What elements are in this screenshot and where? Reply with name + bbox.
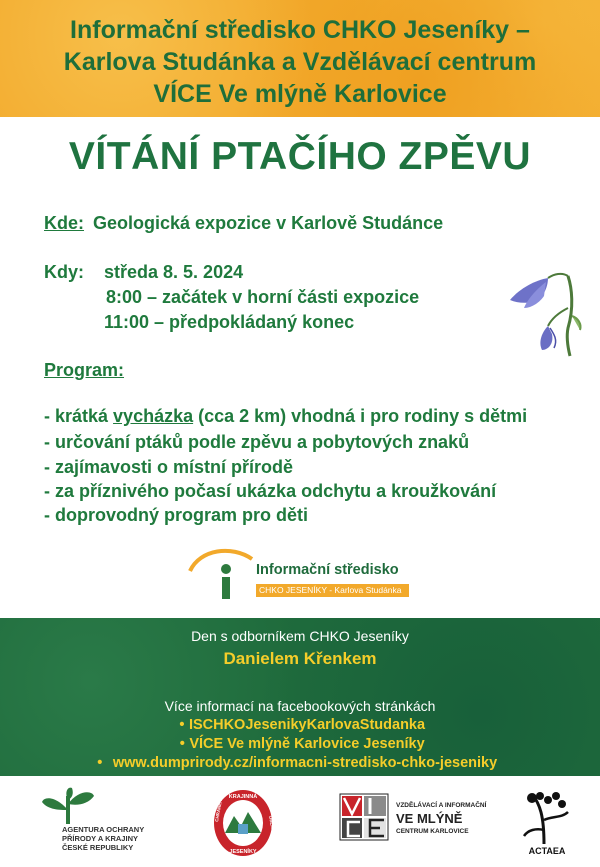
- header-line-1: Informační středisko CHKO Jeseníky –: [70, 16, 530, 44]
- bellflower-illustration: [502, 268, 584, 358]
- program-label: Program:: [44, 360, 125, 380]
- vice-small-1: VZDĚLÁVACÍ A INFORMAČNÍ: [396, 802, 487, 809]
- bullet-2: •: [179, 736, 185, 752]
- website-link[interactable]: [0, 755, 592, 771]
- program-item-2: - určování ptáků podle zpěvu a pobytových znaků: [44, 432, 470, 452]
- facebook-link-2-text[interactable]: VÍCE Ve mlýně Karlovice Jeseníky: [189, 736, 425, 752]
- aopk-line-2: PŘÍRODY A KRAJINY: [62, 834, 138, 843]
- facebook-link-1[interactable]: [0, 717, 600, 733]
- page-title: VÍTÁNÍ PTAČÍHO ZPĚVU: [68, 135, 532, 178]
- expert-intro: Den s odborníkem CHKO Jeseníky: [191, 628, 409, 644]
- chko-badge-icon: [212, 788, 277, 858]
- aopk-line-1: AGENTURA OCHRANY: [62, 825, 145, 834]
- vice-small-2: CENTRUM KARLOVICE: [396, 828, 469, 835]
- when-label: Kdy:: [44, 262, 84, 282]
- leaf-icon: [38, 786, 98, 826]
- vice-logo: [340, 794, 487, 844]
- aopk-line-3: ČESKÉ REPUBLIKY: [62, 843, 134, 852]
- bullet-3: •: [97, 755, 103, 771]
- where-value: Geologická expozice v Karlově Studánce: [93, 213, 444, 233]
- badge-left-text: CHRÁNĚNÁ: [214, 795, 224, 823]
- program-item-1-link: vycházka: [113, 406, 194, 426]
- bullet-1: •: [179, 717, 185, 733]
- badge-right-text: OBLAST: [268, 815, 277, 835]
- where-label: Kde:: [44, 213, 84, 233]
- actaea-logo: [522, 790, 572, 858]
- vice-mark-icon: [340, 794, 388, 840]
- more-info-intro: Více informací na facebookových stránkách: [164, 698, 436, 714]
- when-end: 11:00 – předpokládaný konec: [104, 312, 355, 332]
- program-item-1-suffix: (cca 2 km) vhodná i pro rodiny s dětmi: [193, 406, 528, 426]
- facebook-link-2[interactable]: [0, 736, 600, 752]
- info-panel: [0, 618, 600, 776]
- actaea-label: ACTAEA: [528, 846, 566, 856]
- header-line-2: Karlova Studánka a Vzdělávací centrum: [63, 48, 537, 76]
- info-center-logo: [186, 543, 412, 603]
- when-start: 8:00 – začátek v horní části expozice: [106, 287, 420, 307]
- header-banner: [0, 0, 600, 117]
- badge-top-text: KRAJINNÁ: [228, 794, 258, 800]
- info-center-logo-mark: [186, 543, 256, 603]
- vice-big: VE MLÝNĚ: [396, 811, 463, 826]
- where-row: [44, 213, 443, 234]
- website-link-text[interactable]: www.dumprirody.cz/informacni-stredisko-chko-jeseniky: [112, 755, 498, 771]
- chko-badge-logo: [212, 788, 277, 858]
- program-item-4: - za příznivého počasí ukázka odchytu a kroužkování: [44, 481, 497, 501]
- info-center-name: Informační středisko: [256, 562, 399, 578]
- badge-bottom-text: JESENÍKY: [229, 849, 257, 855]
- header-line-3: VÍCE Ve mlýně Karlovice: [153, 80, 447, 108]
- aopk-logo: [28, 786, 158, 858]
- facebook-link-1-text[interactable]: ISCHKOJesenikyKarlovaStudanka: [188, 717, 426, 733]
- info-center-sub: CHKO JESENÍKY - Karlova Studánka: [256, 584, 409, 597]
- program-item-1-prefix: - krátká: [44, 406, 114, 426]
- program-item-3: - zajímavosti o místní přírodě: [44, 457, 294, 477]
- program-item-5: - doprovodný program pro děti: [44, 505, 308, 525]
- expert-name: Danielem Křenkem: [223, 649, 377, 668]
- when-date: středa 8. 5. 2024: [104, 262, 244, 282]
- program-item-1: [44, 406, 527, 427]
- actaea-plant-icon: [522, 790, 572, 846]
